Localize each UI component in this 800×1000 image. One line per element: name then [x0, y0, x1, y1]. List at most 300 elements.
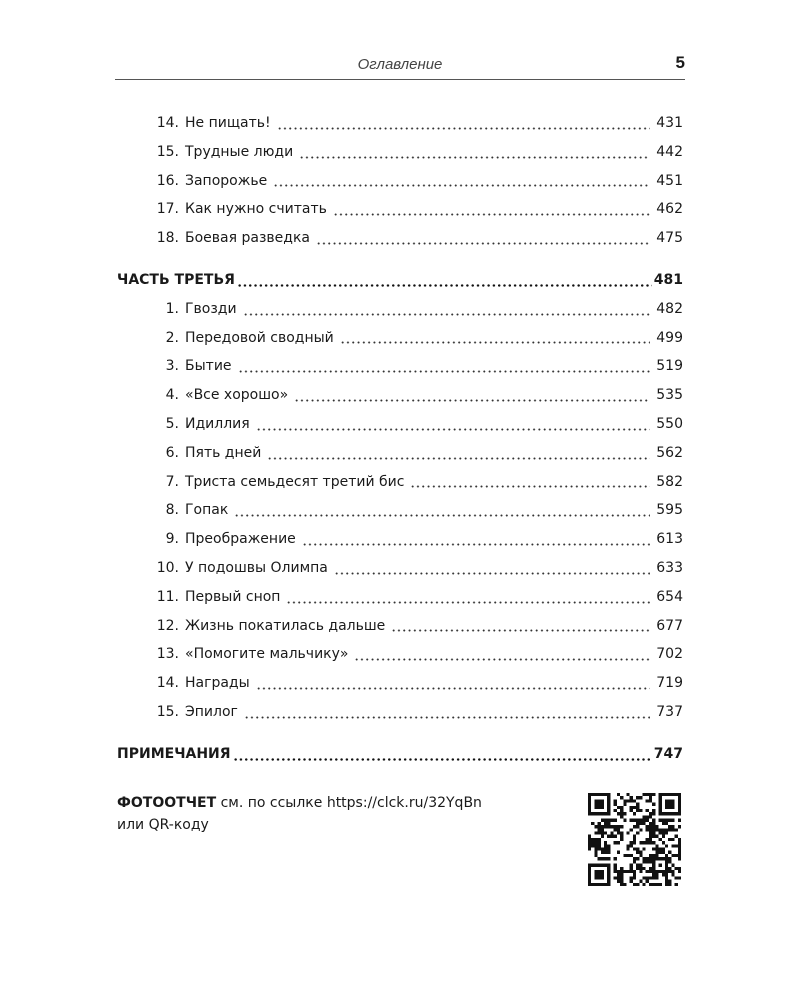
dot-leader [256, 423, 651, 431]
entry-title: Запорожье [185, 172, 268, 189]
qr-module [614, 828, 617, 831]
qr-module [662, 819, 665, 822]
qr-module [671, 825, 674, 828]
qr-module [594, 873, 597, 876]
qr-module [630, 809, 633, 812]
qr-module [588, 841, 591, 844]
qr-module [678, 851, 681, 854]
qr-module [675, 876, 678, 879]
qr-module [607, 796, 610, 799]
qr-module [655, 873, 658, 876]
entry-page: 462 [656, 201, 683, 218]
qr-module [659, 796, 662, 799]
page-number: 5 [675, 53, 685, 72]
qr-module [630, 796, 633, 799]
qr-module [604, 841, 607, 844]
qr-module [662, 835, 665, 838]
qr-module [671, 803, 674, 806]
qr-module [588, 876, 591, 879]
toc-entry[interactable] [117, 167, 683, 196]
qr-module [671, 854, 674, 857]
qr-module [601, 851, 604, 854]
qr-module [614, 876, 617, 879]
qr-module [643, 857, 646, 860]
qr-module [636, 857, 639, 860]
qr-module [594, 803, 597, 806]
qr-module [594, 825, 597, 828]
qr-module [633, 870, 636, 873]
qr-module [617, 873, 620, 876]
qr-module [665, 819, 668, 822]
qr-module [630, 799, 633, 802]
qr-module [633, 825, 636, 828]
qr-module [594, 793, 597, 796]
toc-entry[interactable] [117, 554, 683, 583]
qr-module [655, 857, 658, 860]
qr-module [630, 828, 633, 831]
part-title: ЧАСТЬ ТРЕТЬЯ [117, 271, 235, 288]
qr-code-icon[interactable] [584, 793, 685, 886]
qr-module [620, 870, 623, 873]
qr-module [617, 806, 620, 809]
qr-module [604, 864, 607, 867]
qr-module [594, 851, 597, 854]
qr-module [588, 883, 591, 886]
photo-report-label: ФОТООТЧЕТ [117, 795, 217, 811]
dot-leader [294, 394, 650, 402]
qr-module [588, 880, 591, 883]
entry-page: 613 [656, 531, 683, 548]
qr-module [633, 799, 636, 802]
qr-module [678, 844, 681, 847]
entry-page: 482 [656, 300, 683, 317]
qr-module [636, 851, 639, 854]
qr-module [594, 883, 597, 886]
qr-module [675, 844, 678, 847]
qr-module [665, 822, 668, 825]
dot-leader [340, 336, 651, 344]
qr-module [639, 851, 642, 854]
qr-module [678, 819, 681, 822]
qr-module [639, 870, 642, 873]
qr-module [623, 819, 626, 822]
qr-module [646, 870, 649, 873]
qr-module [591, 883, 594, 886]
qr-module [662, 822, 665, 825]
qr-module [655, 854, 658, 857]
qr-module [626, 848, 629, 851]
qr-module [620, 873, 623, 876]
qr-module [601, 835, 604, 838]
qr-module [623, 870, 626, 873]
entry-page: 550 [656, 415, 683, 432]
dot-leader [410, 480, 650, 488]
qr-module [649, 822, 652, 825]
toc-entry[interactable] [117, 640, 683, 669]
qr-module [633, 857, 636, 860]
toc-entry[interactable] [117, 195, 683, 224]
qr-module [636, 819, 639, 822]
qr-module [598, 870, 601, 873]
page-header [115, 53, 685, 78]
qr-module [678, 857, 681, 860]
entry-title: Гопак [185, 502, 229, 519]
qr-module [665, 864, 668, 867]
qr-module [665, 876, 668, 879]
qr-module [652, 793, 655, 796]
qr-module [665, 799, 668, 802]
toc-entry[interactable] [117, 324, 683, 353]
qr-module [659, 803, 662, 806]
qr-module [633, 883, 636, 886]
qr-module [646, 880, 649, 883]
qr-module [601, 806, 604, 809]
qr-module [678, 799, 681, 802]
toc-entry[interactable] [117, 583, 683, 612]
toc-entry[interactable] [117, 410, 683, 439]
qr-module [652, 870, 655, 873]
toc-entry[interactable] [117, 352, 683, 381]
dot-leader [334, 567, 650, 575]
qr-module [662, 828, 665, 831]
qr-module [607, 880, 610, 883]
toc-entry[interactable] [117, 669, 683, 698]
notes-page: 747 [653, 745, 683, 762]
entry-number: 13. [156, 646, 179, 663]
qr-module [652, 867, 655, 870]
qr-module [671, 864, 674, 867]
qr-module [604, 851, 607, 854]
qr-module [614, 867, 617, 870]
qr-module [643, 848, 646, 851]
qr-module [665, 880, 668, 883]
qr-module [652, 854, 655, 857]
qr-module [649, 860, 652, 863]
qr-module [668, 870, 671, 873]
qr-module [630, 844, 633, 847]
qr-module [668, 812, 671, 815]
dot-leader [237, 279, 652, 287]
toc-entry[interactable] [117, 468, 683, 497]
qr-module [601, 831, 604, 834]
qr-module [649, 796, 652, 799]
qr-module [601, 857, 604, 860]
qr-module [630, 876, 633, 879]
qr-module [601, 870, 604, 873]
qr-module [604, 825, 607, 828]
qr-module [626, 844, 629, 847]
qr-module [614, 799, 617, 802]
qr-module [601, 793, 604, 796]
qr-module [601, 848, 604, 851]
qr-module [617, 825, 620, 828]
toc-entry[interactable] [117, 138, 683, 167]
qr-module [588, 873, 591, 876]
entry-title: Триста семьдесят третий бис [185, 473, 405, 490]
qr-module [607, 870, 610, 873]
qr-module [665, 854, 668, 857]
toc-entry[interactable] [117, 295, 683, 324]
qr-module [652, 848, 655, 851]
entry-number: 6. [165, 444, 179, 461]
entry-number: 18. [156, 230, 179, 247]
qr-module [678, 876, 681, 879]
qr-module [588, 870, 591, 873]
entry-title: Преображение [185, 531, 296, 548]
qr-module [607, 825, 610, 828]
qr-module [643, 819, 646, 822]
qr-module [659, 870, 662, 873]
qr-module [620, 838, 623, 841]
qr-module [620, 876, 623, 879]
qr-module [655, 828, 658, 831]
qr-module [617, 793, 620, 796]
qr-module [617, 828, 620, 831]
qr-module [671, 819, 674, 822]
toc-entry[interactable] [117, 496, 683, 525]
qr-module [598, 873, 601, 876]
qr-module [649, 812, 652, 815]
qr-module [591, 841, 594, 844]
qr-module [598, 857, 601, 860]
toc-entry[interactable] [117, 439, 683, 468]
qr-module [639, 828, 642, 831]
entry-number: 16. [156, 172, 179, 189]
qr-module [588, 864, 591, 867]
qr-module [678, 803, 681, 806]
qr-module [594, 876, 597, 879]
qr-module [617, 876, 620, 879]
qr-module [646, 857, 649, 860]
qr-module [671, 806, 674, 809]
dot-leader [333, 208, 650, 216]
qr-module [639, 864, 642, 867]
toc-entry[interactable] [117, 525, 683, 554]
qr-module [633, 848, 636, 851]
qr-module [636, 796, 639, 799]
qr-module [604, 857, 607, 860]
entry-title: Трудные люди [185, 143, 294, 160]
qr-module [649, 793, 652, 796]
entry-page: 737 [656, 703, 683, 720]
qr-module [626, 793, 629, 796]
part-page: 481 [653, 271, 683, 288]
qr-module [678, 867, 681, 870]
qr-module [652, 822, 655, 825]
qr-module [643, 867, 646, 870]
qr-module [662, 793, 665, 796]
qr-module [636, 822, 639, 825]
qr-module [659, 799, 662, 802]
qr-module [668, 793, 671, 796]
entry-number: 12. [156, 617, 179, 634]
qr-module [639, 796, 642, 799]
entry-page: 519 [656, 358, 683, 375]
qr-module [617, 851, 620, 854]
qr-module [639, 809, 642, 812]
toc-entry[interactable] [117, 381, 683, 410]
entry-number: 3. [165, 358, 179, 375]
qr-module [643, 883, 646, 886]
toc-notes-heading[interactable] [117, 740, 683, 769]
qr-module [610, 825, 613, 828]
qr-module [598, 806, 601, 809]
qr-module [652, 812, 655, 815]
qr-module [607, 812, 610, 815]
entry-page: 595 [656, 502, 683, 519]
qr-module [639, 854, 642, 857]
qr-module [662, 841, 665, 844]
qr-module [598, 848, 601, 851]
dot-leader [233, 753, 652, 761]
entry-title: Как нужно считать [185, 201, 327, 218]
qr-module [678, 806, 681, 809]
qr-module [623, 803, 626, 806]
qr-module [630, 880, 633, 883]
qr-module [649, 835, 652, 838]
qr-module [668, 825, 671, 828]
entry-page: 582 [656, 473, 683, 490]
qr-module [601, 825, 604, 828]
toc-entry[interactable] [117, 612, 683, 641]
qr-module [623, 799, 626, 802]
qr-module [665, 883, 668, 886]
qr-module [607, 844, 610, 847]
entry-title: У подошвы Олимпа [185, 559, 328, 576]
qr-module [626, 870, 629, 873]
qr-module [594, 838, 597, 841]
qr-module [633, 835, 636, 838]
qr-module [630, 806, 633, 809]
qr-module [630, 870, 633, 873]
qr-module [668, 867, 671, 870]
qr-module [649, 831, 652, 834]
entry-page: 451 [656, 172, 683, 189]
qr-module [620, 831, 623, 834]
qr-module [668, 803, 671, 806]
toc-entry[interactable] [117, 698, 683, 727]
dot-leader [354, 653, 650, 661]
entry-title: «Все хорошо» [185, 387, 289, 404]
qr-module [652, 864, 655, 867]
qr-module [646, 841, 649, 844]
qr-module [668, 819, 671, 822]
qr-module [591, 822, 594, 825]
entry-title: Пять дней [185, 444, 262, 461]
qr-module [652, 860, 655, 863]
qr-module [678, 796, 681, 799]
qr-module [649, 870, 652, 873]
qr-module [630, 854, 633, 857]
toc-part-heading[interactable] [117, 266, 683, 295]
qr-module [591, 864, 594, 867]
qr-module [655, 835, 658, 838]
entry-page: 535 [656, 387, 683, 404]
qr-module [671, 870, 674, 873]
qr-module [659, 819, 662, 822]
qr-module [668, 857, 671, 860]
qr-module [607, 809, 610, 812]
qr-module [594, 806, 597, 809]
qr-module [649, 799, 652, 802]
qr-module [598, 883, 601, 886]
qr-module [604, 848, 607, 851]
qr-module [610, 831, 613, 834]
qr-module [636, 831, 639, 834]
qr-module [591, 812, 594, 815]
qr-module [675, 812, 678, 815]
photo-report-link-text[interactable]: см. по ссылке https://clck.ru/32YqBn [216, 795, 482, 811]
qr-module [607, 857, 610, 860]
qr-module [678, 870, 681, 873]
qr-module [652, 803, 655, 806]
qr-module [623, 883, 626, 886]
qr-module [630, 864, 633, 867]
qr-module [639, 841, 642, 844]
toc-entry[interactable] [117, 109, 683, 138]
qr-module [601, 812, 604, 815]
qr-module [633, 860, 636, 863]
qr-module [607, 867, 610, 870]
toc-entry[interactable] [117, 224, 683, 253]
qr-module [652, 857, 655, 860]
entry-number: 15. [156, 143, 179, 160]
qr-module [594, 854, 597, 857]
qr-module [678, 809, 681, 812]
qr-module [636, 806, 639, 809]
qr-module [598, 876, 601, 879]
qr-module [594, 841, 597, 844]
qr-module [636, 803, 639, 806]
qr-module [620, 880, 623, 883]
qr-module [604, 793, 607, 796]
entry-number: 11. [156, 588, 179, 605]
qr-module [659, 838, 662, 841]
qr-module [643, 841, 646, 844]
entry-page: 719 [656, 675, 683, 692]
qr-module [607, 835, 610, 838]
table-of-contents [117, 109, 683, 769]
qr-module [665, 870, 668, 873]
qr-module [620, 812, 623, 815]
dot-leader [273, 179, 650, 187]
qr-module [604, 844, 607, 847]
qr-module [659, 809, 662, 812]
qr-module [665, 803, 668, 806]
qr-module [655, 851, 658, 854]
qr-module [598, 799, 601, 802]
dot-leader [238, 365, 651, 373]
qr-module [633, 812, 636, 815]
qr-module [620, 835, 623, 838]
qr-module [646, 815, 649, 818]
qr-module [607, 873, 610, 876]
entry-title: Эпилог [185, 703, 238, 720]
qr-module [588, 835, 591, 838]
qr-module [594, 812, 597, 815]
notes-title: ПРИМЕЧАНИЯ [117, 745, 231, 762]
qr-module [601, 828, 604, 831]
qr-module [604, 819, 607, 822]
qr-module [652, 819, 655, 822]
entry-title: Не пищать! [185, 115, 271, 131]
qr-module [598, 831, 601, 834]
qr-module [678, 825, 681, 828]
qr-module [591, 838, 594, 841]
entry-number: 5. [165, 415, 179, 432]
qr-module [662, 831, 665, 834]
qr-module [623, 812, 626, 815]
